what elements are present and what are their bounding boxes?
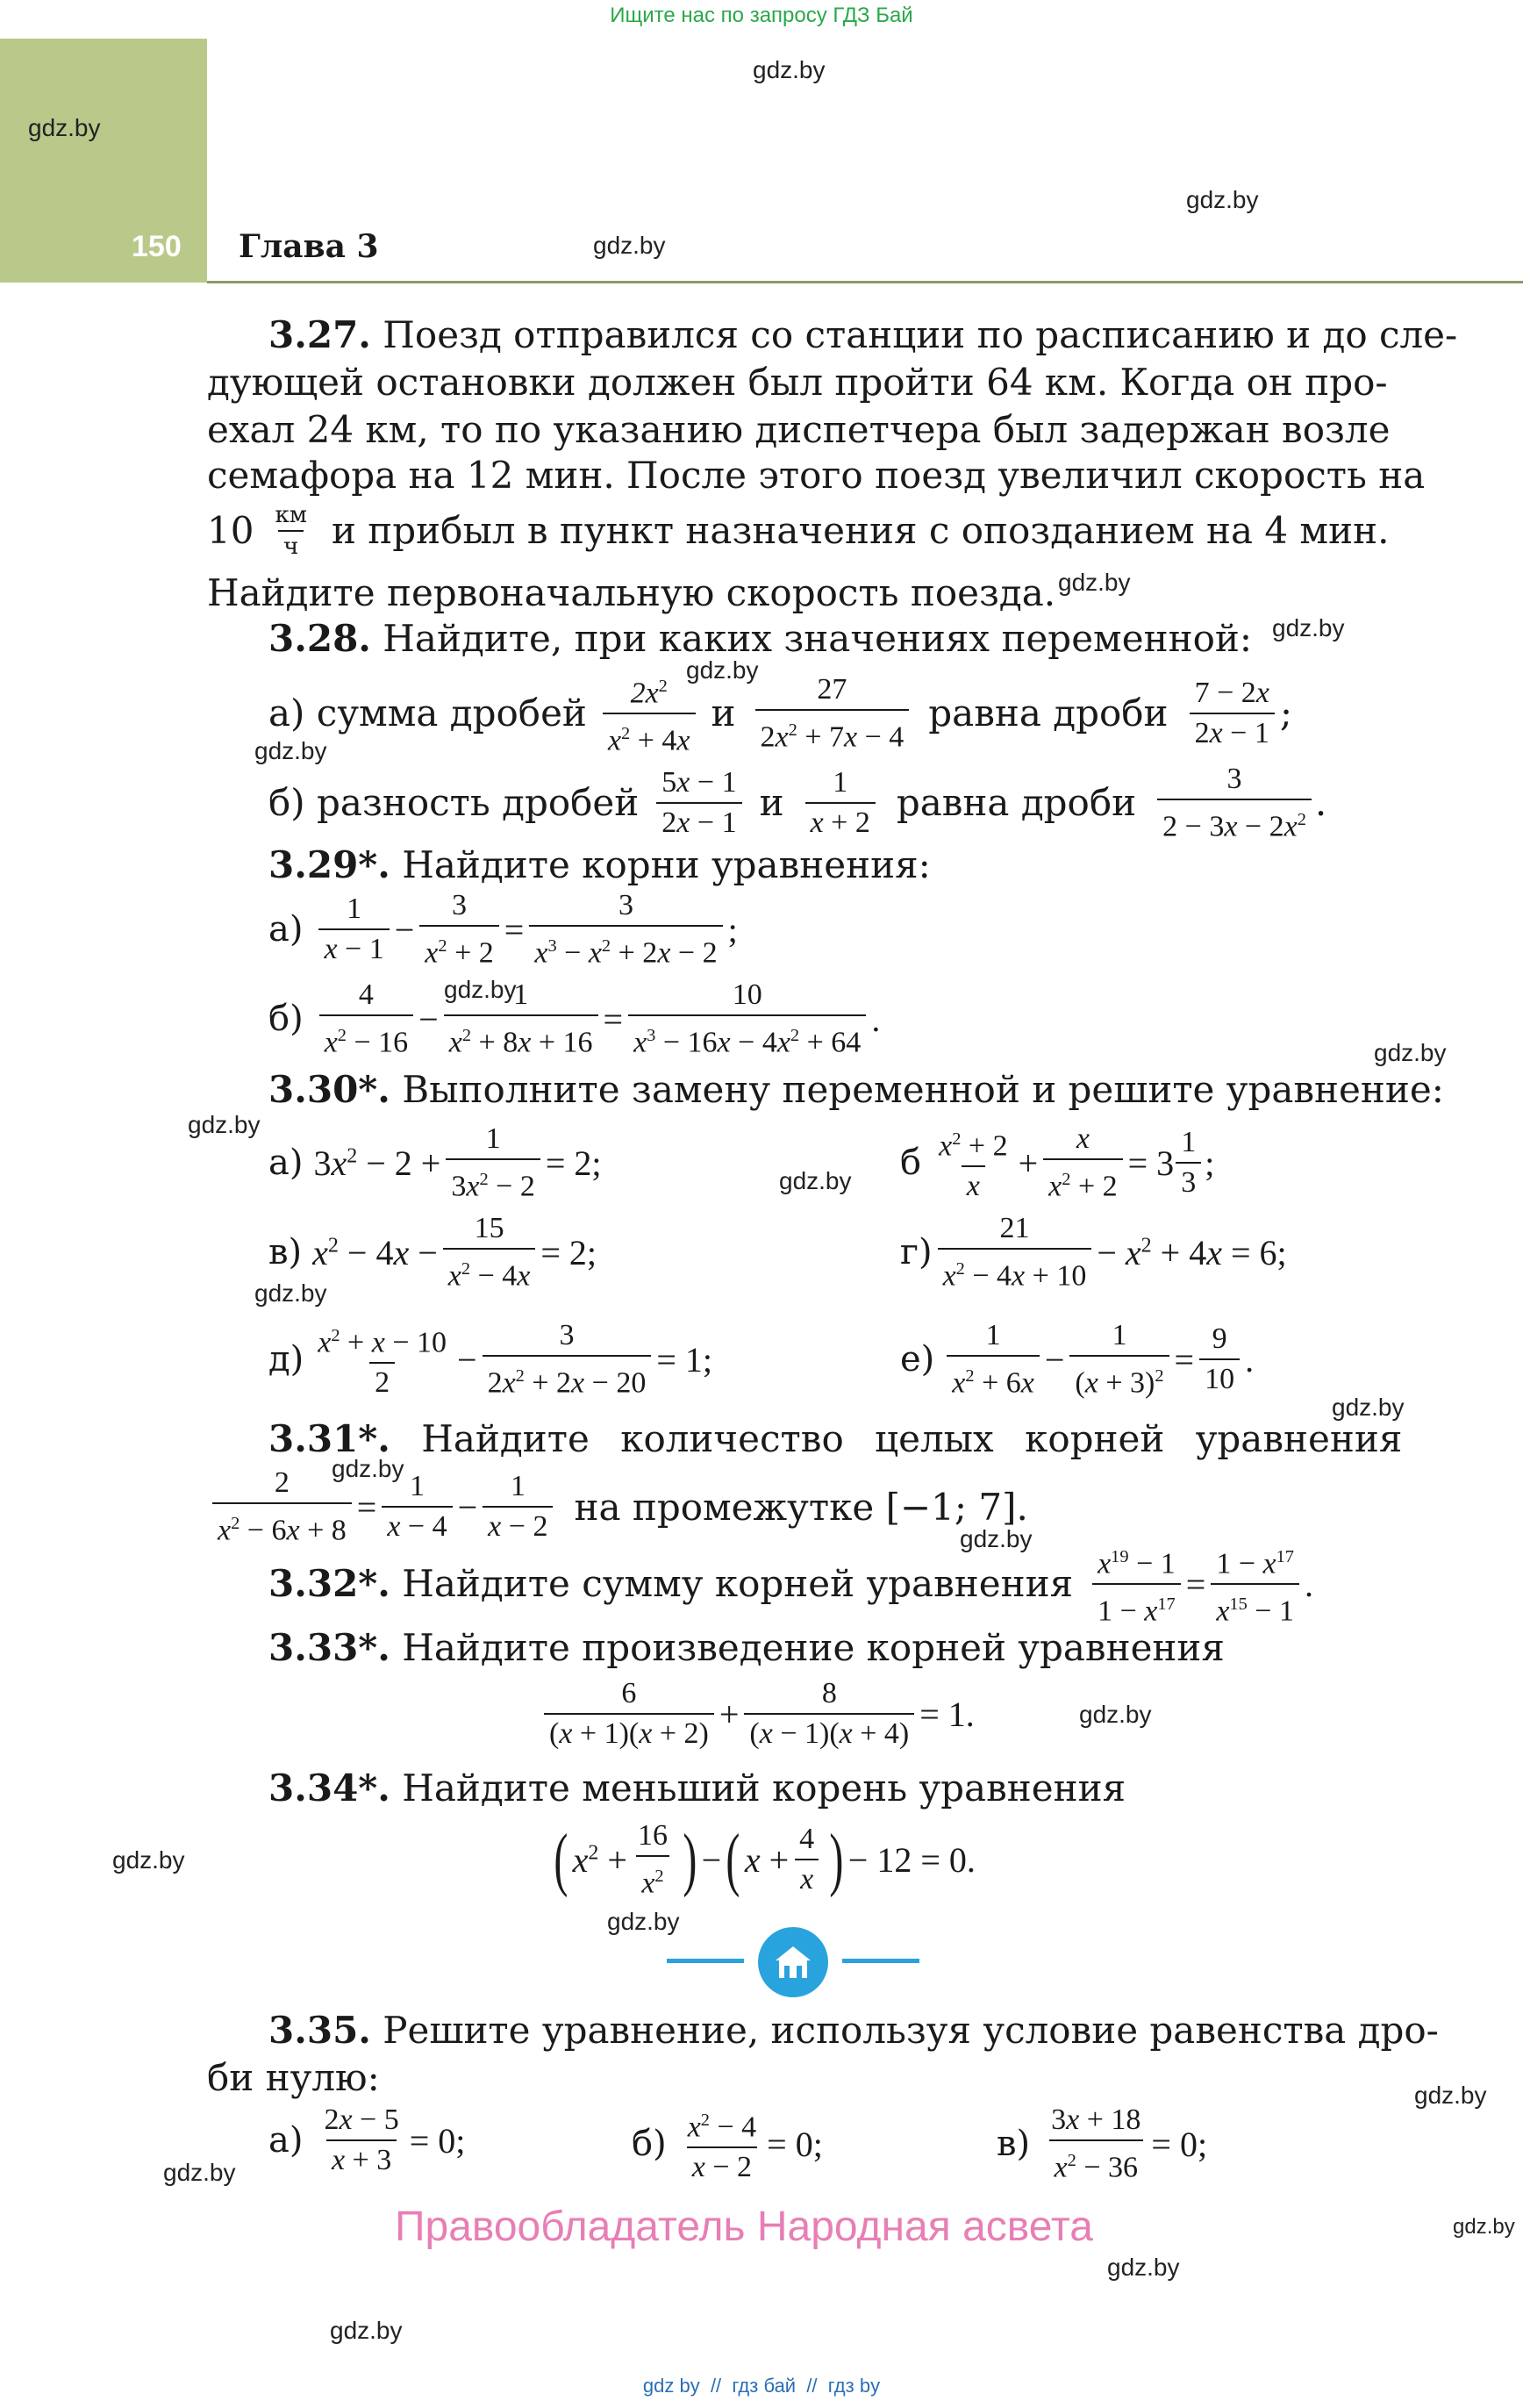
item-text: равна дроби [928,692,1169,735]
problem-3-32: 3.32*. Найдите сумму корней уравнения $\frac{x^{19} - 1}{1 - x^{17}}$ = $\frac{1 - x^{17}}{x^{15} - 1}$ . [268,1537,1313,1631]
problem-text: Поезд отправился со станции по расписанию и до сле- [383,313,1458,356]
item-label: г) [900,1232,933,1273]
problem-3-29 [268,842,931,888]
problem-text: Найдите, при каких значениях переменной: [383,617,1252,660]
page-number: 150 [132,230,182,263]
problem-3-35 [268,2008,1439,2053]
watermark: gdz.by [1453,2215,1515,2239]
watermark: gdz.by [779,1167,852,1194]
watermark: gdz.by [1332,1394,1405,1421]
problem-text: семафора на 12 мин. После этого поезд увеличил скорость на [207,454,1426,497]
header-rule [207,281,1523,283]
watermark: gdz.by [1414,2082,1487,2109]
problem-text: Найдите количество целых корней уравнения [421,1417,1403,1460]
fraction: $\frac{2x^2}{x^2 + 4x}$ [603,667,696,761]
problem-text: Найдите произведение корней уравнения [402,1626,1225,1669]
problem-text: дующей остановки должен был пройти 64 км. Когда он про- [207,361,1388,404]
equation-3-30-d: д) $\frac{x^2 + x - 10}{2}$ − $\frac{3}{2x^2 + 2x - 20}$ = 1; [268,1316,712,1402]
problem-number: 3.32*. [268,1562,390,1606]
watermark: gdz.by [254,1279,327,1307]
fraction: $\frac{3}{2 - 3x - 2x^2}$ [1157,760,1312,846]
watermark: gdz.by [753,56,826,83]
equation-3-30-g: г) $\frac{21}{x^2 - 4x + 10}$ − $x^2 + 4x = 6$; [900,1209,1287,1295]
divider-line-left [667,1959,744,1963]
equation-3-33: $\frac{6}{(x + 1)(x + 2)}$ + $\frac{8}{(x - 1)(x + 4)}$ = 1. [539,1674,975,1753]
watermark: gdz.by [163,2159,236,2186]
item-label: б) [268,999,304,1040]
watermark: gdz.by [593,232,666,259]
item-label: д) [268,1339,304,1380]
problem-text: Найдите сумму корней уравнения [402,1562,1074,1606]
item-text: сумма дробей [316,692,587,735]
item-label: б [900,1143,922,1184]
problem-number: 3.31*. [268,1417,390,1460]
item-label: б) [632,2124,667,2165]
item-label: а) [268,909,304,950]
watermark: gdz.by [112,1846,185,1874]
watermark: gdz.by [330,2317,403,2344]
footer-links: gdz by // гдз бай // гдз by [642,2375,881,2397]
problem-text-line [207,500,1389,562]
problem-number: 3.35. [268,2009,371,2052]
problem-3-34 [268,1766,1126,1811]
fraction: $\frac{5x - 1}{2x - 1}$ [656,763,741,842]
equation-3-35-b: б) $\frac{x^2 - 4}{x - 2}$ = 0; [632,2101,823,2187]
unit-fraction [269,500,311,562]
watermark: gdz.by [607,1908,680,1935]
equation-3-29-a: а) $\frac{1}{x - 1}$ − $\frac{3}{x^2 + 2}$ = $\frac{3}{x^3 - x^2 + 2x - 2}$ ; [268,886,738,972]
divider-line-right [842,1959,919,1963]
watermark: gdz.by [1374,1039,1447,1066]
problem-text: Выполните замену переменной и решите уравнение: [402,1068,1444,1111]
problem-3-27 [268,312,1457,358]
item-label: в) [997,2124,1031,2165]
speed-value: 10 [207,509,254,552]
watermark: gdz.by [332,1455,404,1482]
equation-3-35-a: а) $\frac{2x - 5}{x + 3}$ = 0; [268,2101,465,2180]
watermark: gdz.by [28,114,101,141]
watermark: gdz.by [686,656,759,684]
equation-3-30-e: е) $\frac{1}{x^2 + 6x}$ − $\frac{1}{(x + 3)^2}$ = $\frac{9}{10}$ . [900,1316,1254,1402]
item-text: и [711,692,736,735]
problem-number: 3.34*. [268,1767,390,1810]
equation-3-31: $\frac{2}{x^2 - 6x + 8}$ = $\frac{1}{x - 4}$ − $\frac{1}{x - 2}$ на промежутке [−1; 7]. [207,1464,1028,1550]
problem-3-33 [268,1625,1225,1671]
watermark: gdz.by [1079,1701,1152,1728]
equation-3-29-b: б) $\frac{4}{x^2 - 16}$ − $\frac{1}{x^2 + 8x + 16}$ = $\frac{10}{x^3 - 16x - 4x^2 + 64}$ . [268,976,880,1062]
problem-text: би нулю: [207,2056,380,2099]
watermark: gdz.by [1272,614,1345,641]
chapter-title: Глава 3 [239,228,379,265]
equation-3-34: ( $x^2$ + $\frac{16}{x^2}$ ) − ( x + $\frac{4}{x}$ ) − 12 = 0. [549,1817,976,1903]
item-text: и [759,781,784,825]
watermark: gdz.by [254,737,327,764]
problem-number: 3.30*. [268,1068,390,1111]
problem-3-30 [268,1067,1444,1113]
watermark: gdz.by [1107,2254,1180,2281]
problem-3-28-b: б) разность дробей $\frac{5x - 1}{2x - 1}$ и $\frac{1}{x + 2}$ равна дроби $\frac{3}{2 - 3x - 2x^2}$ . [268,760,1326,846]
equation-3-30-a: а) $3x^2 - 2$ + $\frac{1}{3x^2 - 2}$ = 2; [268,1120,602,1206]
top-banner: Ищите нас по запросу ГДЗ Бай [610,4,913,27]
watermark: gdz.by [1186,186,1259,213]
item-label: е) [900,1339,935,1380]
problem-3-31 [268,1416,1402,1462]
item-label: а) [268,692,305,735]
item-label: б) [268,781,305,825]
fraction: $\frac{27}{2x^2 + 7x - 4}$ [755,670,910,756]
problem-number: 3.33*. [268,1626,390,1669]
problem-text: Найдите корни уравнения: [402,843,931,886]
house-icon [758,1927,828,1997]
problem-text: Найдите меньший корень уравнения [402,1767,1126,1810]
problem-3-28-a: а) сумма дробей $\frac{2x^2}{x^2 + 4x}$ и $\frac{27}{2x^2 + 7x - 4}$ равна дроби $\frac{7 - 2x}{2x - 1}$ ; [268,667,1292,761]
problem-number: 3.27. [268,313,371,356]
watermark: gdz.by [960,1525,1033,1552]
unit-numerator: км [275,502,307,528]
fraction: $\frac{7 - 2x}{2x - 1}$ [1190,674,1275,753]
copyright-notice: Правообладатель Народная асвета [395,2204,1093,2250]
item-text: разность дробей [317,781,640,825]
watermark: gdz.by [188,1111,261,1138]
problem-number: 3.29*. [268,843,390,886]
problem-text: Найдите первоначальную скорость поезда. [207,571,1056,614]
watermark: gdz.by [1058,569,1131,596]
problem-3-28 [268,616,1252,662]
equation-3-30-v: в) $x^2 - 4x$ − $\frac{15}{x^2 - 4x}$ = 2; [268,1209,597,1295]
unit-denominator: ч [278,530,304,562]
problem-text: на промежутке [−1; 7]. [574,1485,1028,1529]
fraction: $\frac{1}{x + 2}$ [805,763,876,842]
item-label: в) [268,1232,303,1273]
item-label: а) [268,1143,304,1184]
problem-text: Решите уравнение, используя условие равенства дро- [383,2009,1439,2052]
item-label: а) [268,2120,304,2161]
equation-3-30-b: б $\frac{x^2 + 2}{x}$ + $\frac{x}{x^2 + 2}$ = 3 $\frac{1}{3}$ ; [900,1120,1214,1206]
problem-number: 3.28. [268,617,371,660]
problem-text: ехал 24 км, то по указанию диспетчера был задержан возле [207,408,1391,451]
problem-text: и прибыл в пункт назначения с опозданием на 4 мин. [331,509,1390,552]
equation-3-35-v: в) $\frac{3x + 18}{x^2 - 36}$ = 0; [997,2101,1207,2187]
item-text: равна дроби [896,781,1137,825]
watermark: gdz.by [444,976,517,1003]
